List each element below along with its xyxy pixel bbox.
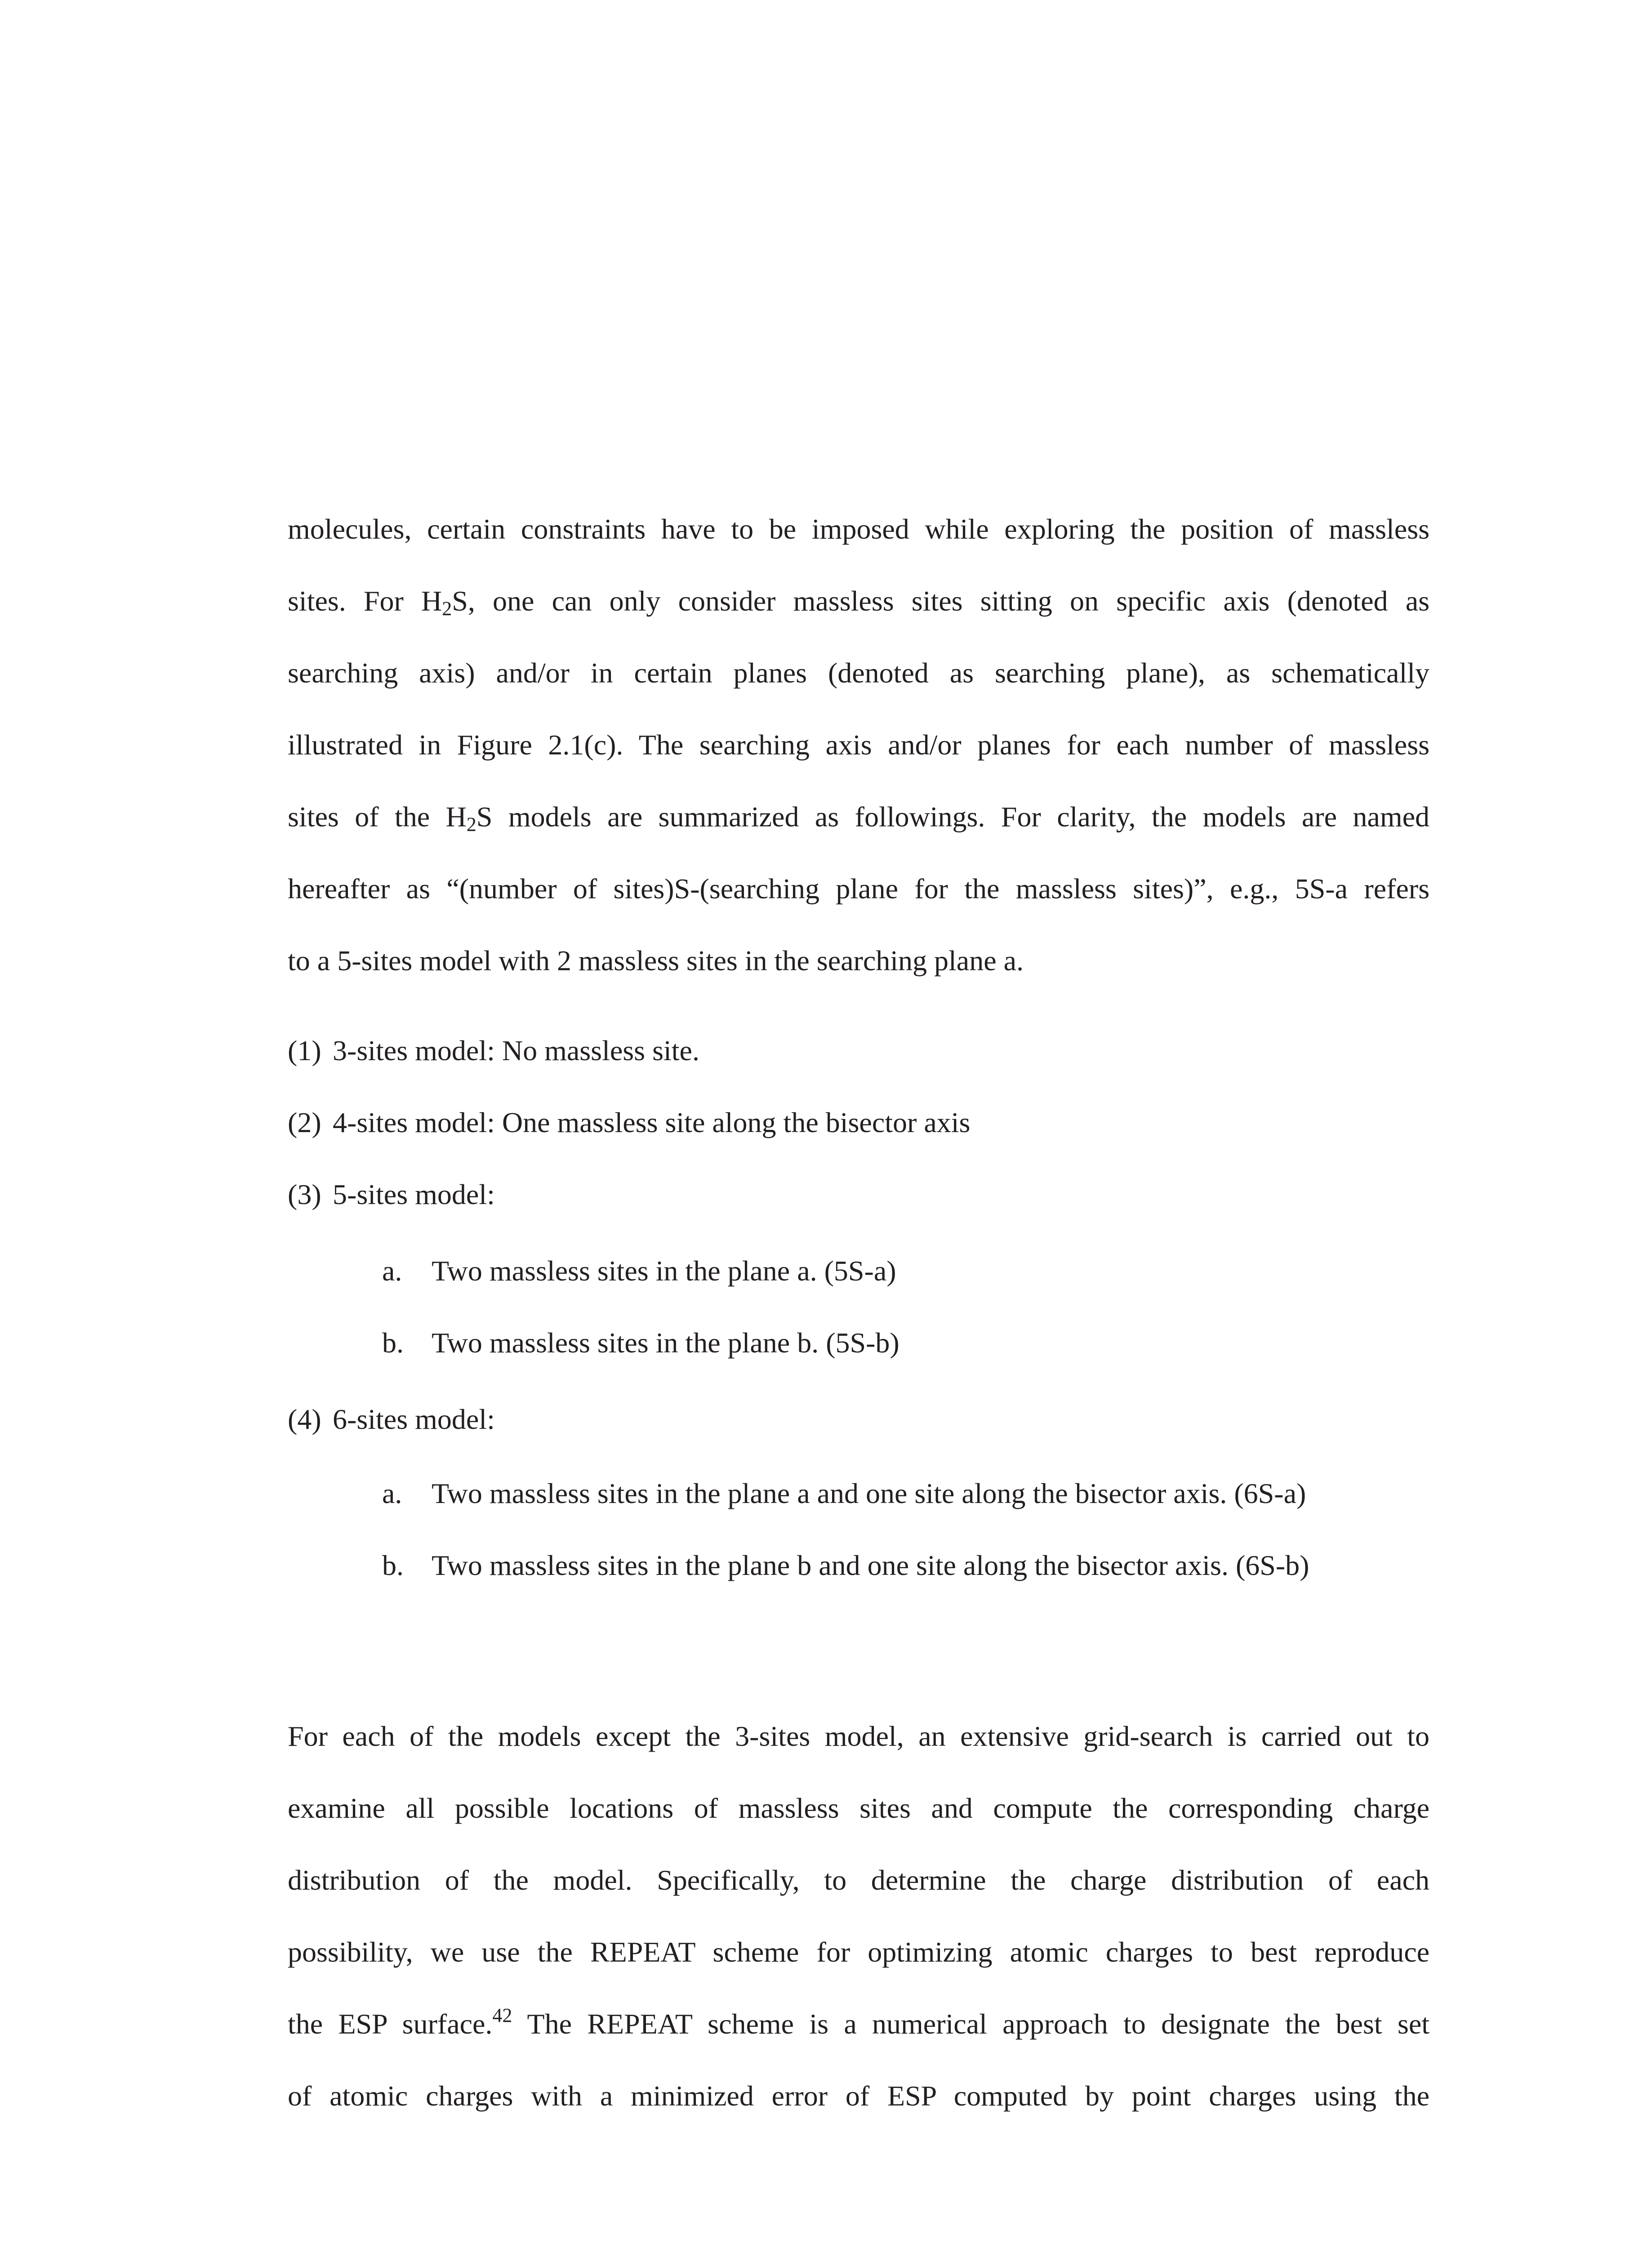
paragraph-1-line-1: molecules, certain constraints have to be imposed while exploring the position of massless [288,513,1429,545]
list-text: 3-sites model: No massless site. [333,1035,699,1066]
list-item-3a [382,1254,896,1288]
subscript: 2 [466,813,476,835]
text-run: sites. For H [288,585,442,617]
list-text: 6-sites model: [333,1403,495,1435]
paragraph-1-line-5 [288,800,1429,834]
text-run: S, one can only consider massless sites sitting on specific axis (denoted as [452,585,1430,617]
text-run: sites of the H [288,801,467,833]
list-item-4b [382,1549,1309,1582]
text-run: The REPEAT scheme is a numerical approach to designate the best set [512,2008,1430,2040]
list-text: 4-sites model: One massless site along the bisector axis [333,1106,971,1138]
list-letter: a. [382,1477,402,1509]
list-text: Two massless sites in the plane a and one site along the bisector axis. (6S-a) [432,1477,1306,1509]
paragraph-1-line-3: searching axis) and/or in certain planes (denoted as searching plane), as schematically [288,657,1429,689]
list-number: (4) [288,1403,321,1435]
list-item-3 [288,1178,495,1211]
list-letter: a. [382,1255,402,1287]
list-letter: b. [382,1327,404,1359]
paragraph-2-line-5 [288,2004,1430,2041]
paragraph-2-line-6: of atomic charges with a minimized error of ESP computed by point charges using the [288,2080,1429,2112]
text-run: S models are summarized as followings. For clarity, the models are named [476,801,1430,833]
list-item-2 [288,1106,970,1139]
list-item-1 [288,1034,699,1067]
paragraph-1-line-4: illustrated in Figure 2.1(c). The searching axis and/or planes for each number of massless [288,729,1429,761]
paragraph-1-line-2 [288,584,1429,618]
list-number: (1) [288,1035,321,1066]
list-text: 5-sites model: [333,1178,495,1210]
list-number: (2) [288,1106,321,1138]
paragraph-1-line-7: to a 5-sites model with 2 massless sites in the searching plane a. [288,945,1024,977]
list-item-4a [382,1477,1306,1510]
list-text: Two massless sites in the plane b. (5S-b) [432,1327,899,1359]
paragraph-2-line-2: examine all possible locations of massless sites and compute the corresponding charge [288,1792,1429,1824]
list-text: Two massless sites in the plane a. (5S-a) [432,1255,896,1287]
paragraph-1-line-6: hereafter as “(number of sites)S-(searching plane for the massless sites)”, e.g., 5S-a refers [288,873,1429,905]
subscript: 2 [442,598,452,620]
paragraph-2-line-3: distribution of the model. Specifically, to determine the charge distribution of each [288,1864,1429,1896]
paragraph-2-line-4: possibility, we use the REPEAT scheme for optimizing atomic charges to best reproduce [288,1936,1429,1968]
citation-superscript: 42 [492,2004,512,2026]
list-number: (3) [288,1178,321,1210]
list-text: Two massless sites in the plane b and one site along the bisector axis. (6S-b) [432,1549,1309,1581]
list-item-3b [382,1326,899,1360]
list-item-4 [288,1403,495,1436]
text-run: the ESP surface. [288,2008,493,2040]
list-letter: b. [382,1549,404,1581]
paragraph-2-line-1: For each of the models except the 3-sites model, an extensive grid-search is carried out to [288,1720,1429,1752]
